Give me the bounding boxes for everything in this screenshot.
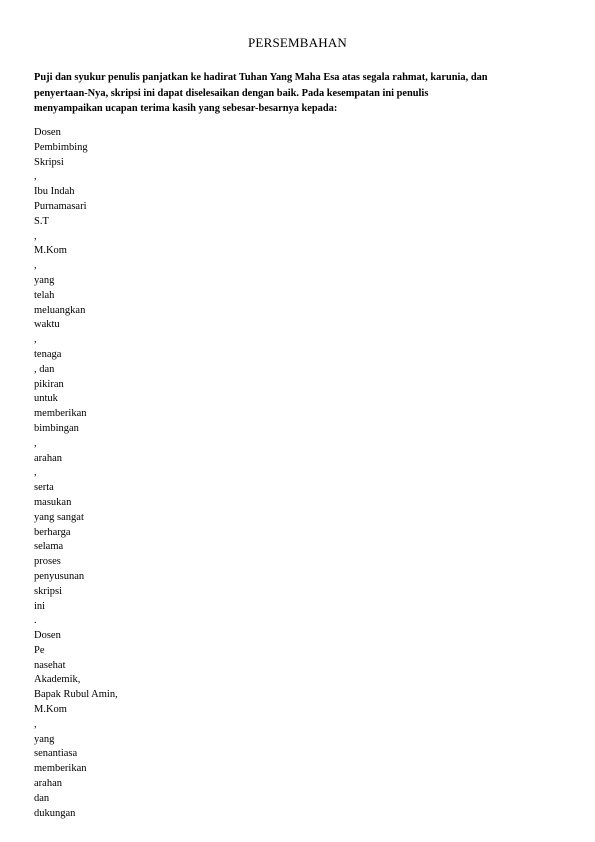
- text-line: skripsi: [34, 585, 63, 597]
- text-line: nasehat: [34, 659, 66, 671]
- text-line: senantiasa: [34, 748, 78, 760]
- text-line: Purnamasari: [34, 200, 87, 212]
- text-line: , dan: [34, 363, 55, 375]
- text-line: Dosen: [34, 630, 61, 642]
- text-line: bimbingan: [34, 422, 79, 434]
- text-line: Pembimbing: [34, 141, 88, 153]
- text-line: serta: [34, 482, 54, 494]
- text-line: Bapak Rubul Amin,: [34, 689, 118, 701]
- text-line: meluangkan: [34, 304, 86, 316]
- text-line: ,: [34, 334, 37, 346]
- text-line: proses: [34, 556, 61, 568]
- text-line: M.Kom: [34, 245, 67, 257]
- text-line: berharga: [34, 526, 71, 538]
- text-line: arahan: [34, 452, 62, 464]
- text-line: memberikan: [34, 763, 87, 775]
- text-line: S.T: [34, 215, 49, 227]
- text-line: masukan: [34, 496, 72, 508]
- text-line: penyusunan: [34, 570, 85, 582]
- body-text-lines: [34, 126, 118, 821]
- intro-line: penyertaan-Nya, skripsi ini dapat diselesaikan dengan baik. Pada kesempatan ini penulis: [34, 87, 429, 99]
- text-line: dukungan: [34, 807, 76, 819]
- text-line: untuk: [34, 393, 58, 405]
- text-line: yang sangat: [34, 511, 84, 523]
- text-line: ,: [34, 260, 37, 272]
- text-line: waktu: [34, 319, 60, 331]
- text-line: telah: [34, 289, 55, 301]
- text-line: tenaga: [34, 348, 62, 360]
- text-line: pikiran: [34, 378, 64, 390]
- text-line: arahan: [34, 778, 62, 790]
- text-line: Pe: [34, 644, 45, 656]
- text-line: Akademik,: [34, 674, 81, 686]
- text-line: selama: [34, 541, 64, 553]
- text-line: ,: [34, 718, 37, 730]
- text-line: M.Kom: [34, 704, 67, 716]
- text-line: ,: [34, 467, 37, 479]
- text-line: yang: [34, 274, 55, 286]
- text-line: ,: [34, 230, 37, 242]
- text-line: Skripsi: [34, 156, 64, 168]
- text-line: yang: [34, 733, 55, 745]
- page-title: PERSEMBAHAN: [248, 35, 347, 50]
- text-line: dan: [34, 792, 50, 804]
- text-line: ,: [34, 171, 37, 183]
- intro-line: menyampaikan ucapan terima kasih yang sebesar-besarnya kepada:: [34, 103, 338, 114]
- text-line: ini: [34, 600, 46, 612]
- text-line: ,: [34, 437, 37, 449]
- text-line: Ibu Indah: [34, 186, 75, 198]
- text-line: memberikan: [34, 408, 87, 420]
- intro-line: Puji dan syukur penulis panjatkan ke hadirat Tuhan Yang Maha Esa atas segala rahmat, karunia, dan: [34, 72, 488, 83]
- text-line: .: [34, 615, 37, 627]
- text-line: Dosen: [34, 127, 61, 138]
- intro-paragraph: [34, 70, 564, 117]
